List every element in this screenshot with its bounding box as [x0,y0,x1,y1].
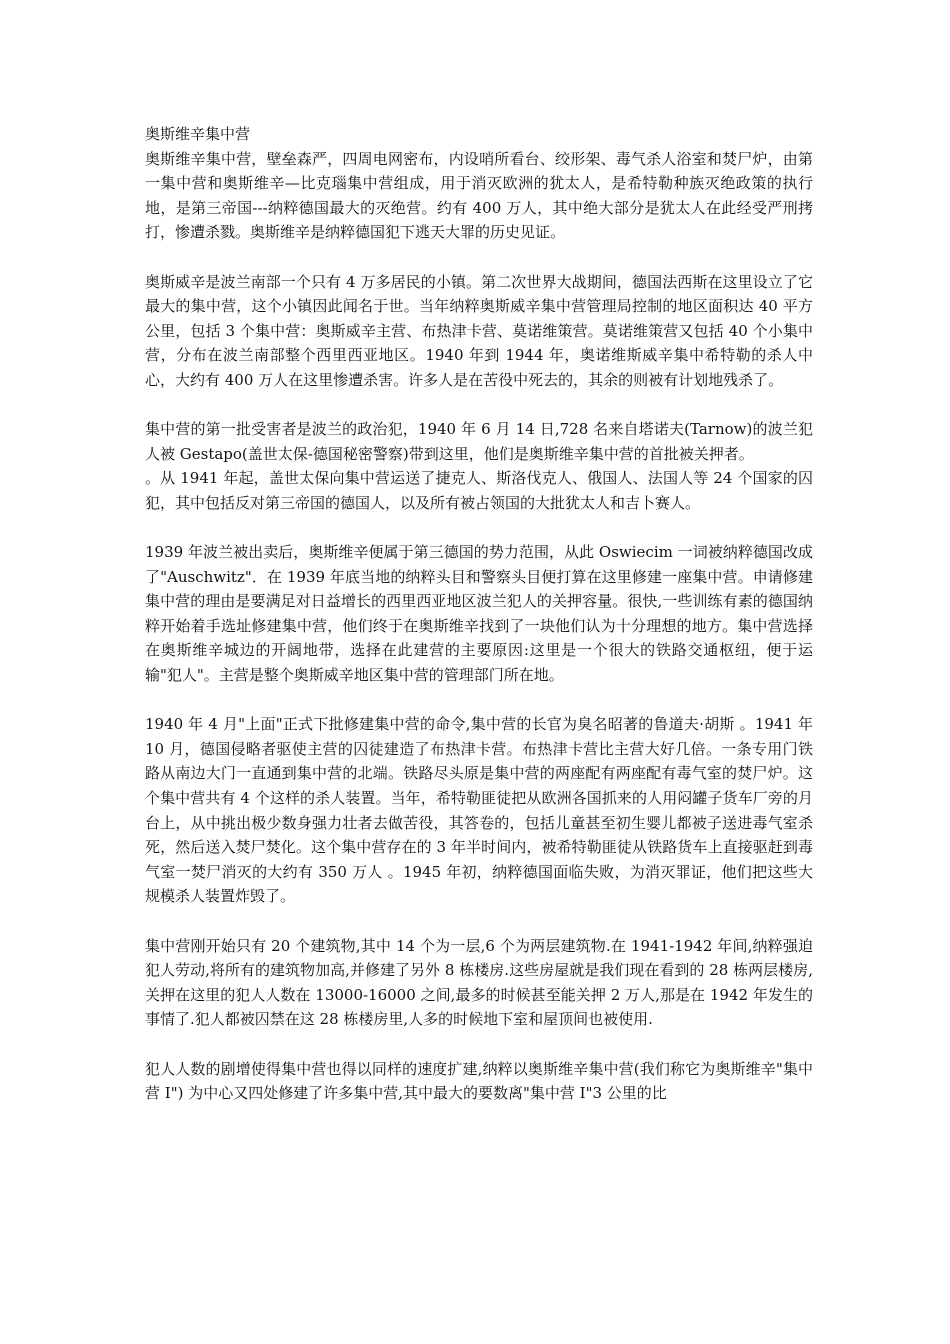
paragraph-first-victims: 集中营的第一批受害者是波兰的政治犯，1940 年 6 月 14 日,728 名来自塔诺夫(Tarnow)的波兰犯人被 Gestapo(盖世太保-德国秘密警察)带到这里，他们是奥斯维辛集中营的首批被关押者。 [145,420,813,463]
paragraph-gap [145,1032,813,1057]
paragraph-gap [145,393,813,418]
paragraph-1940: 1940 年 4 月"上面"正式下批修建集中营的命令,集中营的长官为臭名昭著的鲁道夫·胡斯 。1941 年 10 月，德国侵略者驱使主营的囚徒建造了布热津卡营。布热津卡营比主营大好几倍。一条专用门铁路从南边大门一直通到集中营的北端。铁路尽头原是集中营的两座配有两座配有毒气室的焚尸炉。这个集中营共有 4 个这样的杀人装置。当年，希特勒匪徒把从欧洲各国抓来的人用闷罐子货车厂旁的月台上，从中挑出极少数身强力壮者去做苦役，其答卷的，包括儿童甚至初生婴儿都被子送进毒气室杀死，然后送入焚尸焚化。这个集中营存在的 3 年半时间内，被希特勒匪徒从铁路货车上直接驱赶到毒气室一焚尸消灭的大约有 350 万人 。1945 年初，纳粹德国面临失败，为消灭罪证，他们把这些大规模杀人装置炸毁了。 [145,715,813,906]
document-title: 奥斯维辛集中营 [145,125,251,143]
paragraph-intro: 奥斯维辛集中营，壁垒森严，四周电网密布，内设哨所看台、绞形架、毒气杀人浴室和焚尸炉，由第一集中营和奥斯维辛—比克瑙集中营组成，用于消灭欧洲的犹太人，是希特勒种族灭绝政策的执行地，是第三帝国---纳粹德国最大的灭绝营。约有 400 万人，其中绝大部分是犹太人在此经受严刑拷打，惨遭杀戮。奥斯维辛是纳粹德国犯下逃天大罪的历史见证。 [145,149,813,242]
paragraph-gap [145,516,813,541]
paragraph-gap [145,245,813,270]
paragraph-gap [145,909,813,934]
paragraph-buildings: 集中营刚开始只有 20 个建筑物,其中 14 个为一层,6 个为两层建筑物.在 1941-1942 年间,纳粹强迫犯人劳动,将所有的建筑物加高,并修建了另外 8 栋楼房.这些房屋就是我们现在看到的 28 栋两层楼房,关押在这里的犯人人数在 13000-16000 之间,最多的时候甚至能关押 2 万人,那是在 1942 年发生的事情了.犯人都被囚禁在这 28 栋楼房里,人多的时候地下室和屋顶间也被使用. [145,936,813,1029]
paragraph-town: 奥斯威辛是波兰南部一个只有 4 万多居民的小镇。第二次世界大战期间，德国法西斯在这里设立了它最大的集中营，这个小镇因此闻名于世。当年纳粹奥斯威辛集中营管理局控制的地区面积达 40 平方公里，包括 3 个集中营：奥斯威辛主营、布热津卡营、莫诺维策营。莫诺维策营又包括 40 个小集中营，分布在波兰南部整个西里西亚地区。1940 年到 1944 年，奥诺维斯威辛集中希特勒的杀人中心，大约有 400 万人在这里惨遭杀害。许多人是在苦役中死去的，其余的则被有计划地残杀了。 [145,272,813,389]
paragraph-1939: 1939 年波兰被出卖后，奥斯维辛便属于第三德国的势力范围，从此 Oswiecim 一词被纳粹德国改成了"Auschwitz"．在 1939 年底当地的纳粹头目和警察头目便打算在这里修建一座集中营。申请修建集中营的理由是要满足对日益增长的西里西亚地区波兰犯人的关押容量。很快,一些训练有素的德国纳粹开始着手选址修建集中营，他们终于在奥斯维辛找到了一块他们认为十分理想的地方。集中营选择在奥斯维辛城边的开阔地带，选择在此建营的主要原因:这里是一个很大的铁路交通枢纽，便于运输"犯人"。主营是整个奥斯威辛地区集中营的管理部门所在地。 [145,543,813,685]
paragraph-expansion: 犯人人数的剧增使得集中营也得以同样的速度扩建,纳粹以奥斯维辛集中营(我们称它为奥斯维辛"集中营 I") 为中心又四处修建了许多集中营,其中最大的要数离"集中营 I"3 公里的比 [145,1059,813,1103]
document-body [145,122,813,1106]
paragraph-gap [145,688,813,713]
paragraph-prisoners-1941: 。从 1941 年起，盖世太保向集中营运送了捷克人、斯洛伐克人、俄国人、法国人等 24 个国家的囚犯，其中包括反对第三帝国的德国人，以及所有被占领国的大批犹太人和吉卜赛人。 [145,469,813,512]
